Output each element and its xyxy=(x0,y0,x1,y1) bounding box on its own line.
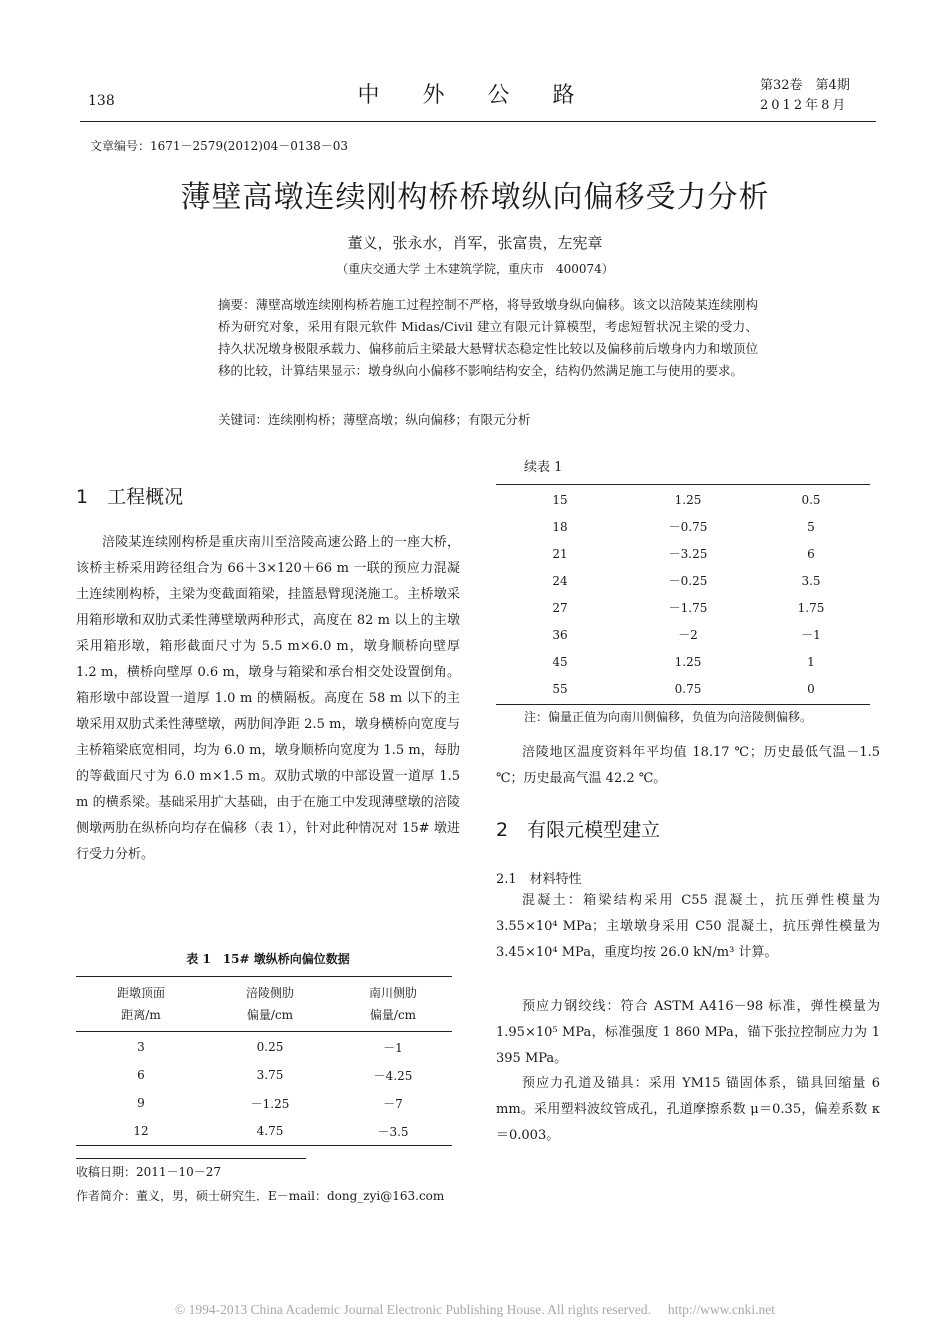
received-date: 收稿日期：2011－10－27 xyxy=(76,1165,222,1179)
temperature-paragraph: 涪陵地区温度资料年平均值 18.17 ℃；历史最低气温－1.5 ℃；历史最高气温 42.2 ℃。 xyxy=(496,745,880,786)
section1-heading: 1 工程概况 xyxy=(76,486,184,508)
table-row: 55 0.75 0 xyxy=(552,681,815,696)
table1-caption: 表 1 15# 墩纵桥向偏位数据 xyxy=(186,952,350,966)
section2-heading: 2 有限元模型建立 xyxy=(496,819,661,841)
table1-note: 注：偏量正值为向南川侧偏移，负值为向涪陵侧偏移。 xyxy=(524,710,813,724)
table-row: 36 －2 －1 xyxy=(552,627,821,642)
table1-header-nanchuan: 南川侧肋 偏量/cm xyxy=(368,986,417,1022)
footnote xyxy=(76,1160,476,1208)
issue-date: 2012年8月 xyxy=(760,98,849,113)
article-number: 文章编号：1671－2579(2012)04－0138－03 xyxy=(90,139,349,153)
issue-info xyxy=(760,76,850,116)
table-row: 27 －1.75 1.75 xyxy=(552,600,825,615)
affiliation: （重庆交通大学 土木建筑学院，重庆市 400074） xyxy=(336,262,614,276)
table-row: 9 －1.25 －7 xyxy=(137,1096,403,1111)
table1-cont-top-rule xyxy=(496,484,870,485)
table-row: 6 3.75 －4.25 xyxy=(137,1068,413,1083)
copyright-notice: © 1994-2013 China Academic Journal Electronic Publishing House. All rights reserved. http://www.cnki.net xyxy=(175,1302,775,1317)
abstract: 摘要：薄壁高墩连续刚构桥若施工过程控制不严格，将导致墩身纵向偏移。该文以涪陵某连续刚构桥为研究对象，采用有限元软件 Midas/Civil 建立有限元计算模型，考虑短暂状况主梁的受力、持久状况墩身极限承载力、偏移前后主梁最大悬臂状态稳定性比较以及偏移前后墩身内力和墩顶位移的比较，计算结果显示：墩身纵向小偏移不影响结构安全，结构仍然满足施工与使用的要求。 xyxy=(218,297,758,378)
section1-paragraph: 涪陵某连续刚构桥是重庆南川至涪陵高速公路上的一座大桥，该桥主桥采用跨径组合为 66＋3×120＋66 m 一联的预应力混凝土连续刚构桥，主梁为变截面箱梁，挂篮悬臂现浇施工。主桥墩采用箱形墩和双肋式柔性薄壁墩两种形式，高度在 82 m 以上的主墩采用箱形墩，箱形截面尺寸为 5.5 m×6.0 m，墩身顺桥向壁厚 1.2 m，横桥向壁厚 0.6 m，墩身与箱梁和承台相交处设置倒角。箱形墩中部设置一道厚 1.0 m 的横隔板。高度在 58 m 以下的主墩采用双肋式柔性薄壁墩，两肋间净距 2.5 m，墩身横桥向宽度与主桥箱梁底宽相同，均为 6.0 m，墩身顺桥向宽度为 1.5 m，每肋的等截面尺寸为 6.0 m×1.5 m。双肋式墩的中部设置一道厚 1.5 m 的横系梁。基础采用扩大基础，由于在施工中发现薄壁墩的涪陵侧墩两肋在纵桥向均存在偏移（表 1），针对此种情况对 15# 墩进行受力分析。 xyxy=(76,535,460,862)
authors: 董义，张永水，肖军，张富贵，左宪章 xyxy=(347,234,603,252)
table1-cont-caption: 续表 1 xyxy=(524,460,563,475)
table-row: 12 4.75 －3.5 xyxy=(133,1124,409,1139)
table-row: 45 1.25 1 xyxy=(552,654,815,669)
table-row: 18 －0.75 5 xyxy=(552,519,815,534)
table1-bottom-rule xyxy=(76,1145,452,1146)
table1-header xyxy=(76,982,452,1026)
subsection-2-1-heading: 2.1 材料特性 xyxy=(496,872,582,887)
table-row: 21 －3.25 6 xyxy=(552,546,815,561)
journal-name: 中 外 公 路 xyxy=(357,83,593,108)
table-row: 3 0.25 －1 xyxy=(137,1040,403,1055)
page-number: 138 xyxy=(88,93,115,109)
header-rule xyxy=(80,121,876,122)
table-row: 24 －0.25 3.5 xyxy=(552,573,821,588)
table1-header-distance: 距墩顶面 距离/m xyxy=(116,986,165,1022)
keywords: 关键词：连续刚构桥；薄壁高墩；纵向偏移；有限元分析 xyxy=(218,412,531,427)
table-row: 15 1.25 0.5 xyxy=(552,492,821,507)
footnote-rule xyxy=(76,1158,306,1159)
concrete-paragraph: 混凝土：箱梁结构采用 C55 混凝土，抗压弹性模量为 3.55×10⁴ MPa；主墩墩身采用 C50 混凝土，抗压弹性模量为 3.45×10⁴ MPa，重度均按 26.0 kN/m³ 计算。 xyxy=(496,893,880,960)
table1-mid-rule xyxy=(76,1031,452,1032)
table1-header-fuling: 涪陵侧肋 偏量/cm xyxy=(245,986,294,1022)
volume-issue: 第32卷 第4期 xyxy=(760,78,850,93)
table1-cont-body xyxy=(496,486,870,702)
strand-paragraph: 预应力钢绞线：符合 ASTM A416－98 标准，弹性模量为 1.95×10⁵ MPa，标准强度 1 860 MPa，锚下张拉控制应力为 1 395 MPa。 xyxy=(496,999,880,1066)
table1-body xyxy=(76,1033,452,1145)
duct-paragraph: 预应力孔道及锚具：采用 YM15 锚固体系，锚具回缩量 6 mm。采用塑料波纹管成孔，孔道摩擦系数 μ＝0.35，偏差系数 κ＝0.003。 xyxy=(496,1076,880,1143)
paper-title: 薄壁高墩连续刚构桥桥墩纵向偏移受力分析 xyxy=(180,180,770,215)
table1-cont-bottom-rule xyxy=(496,704,870,705)
table1-top-rule xyxy=(76,976,452,977)
author-bio: 作者简介：董义，男，硕士研究生．E－mail：dong_zyi@163.com xyxy=(76,1189,445,1203)
